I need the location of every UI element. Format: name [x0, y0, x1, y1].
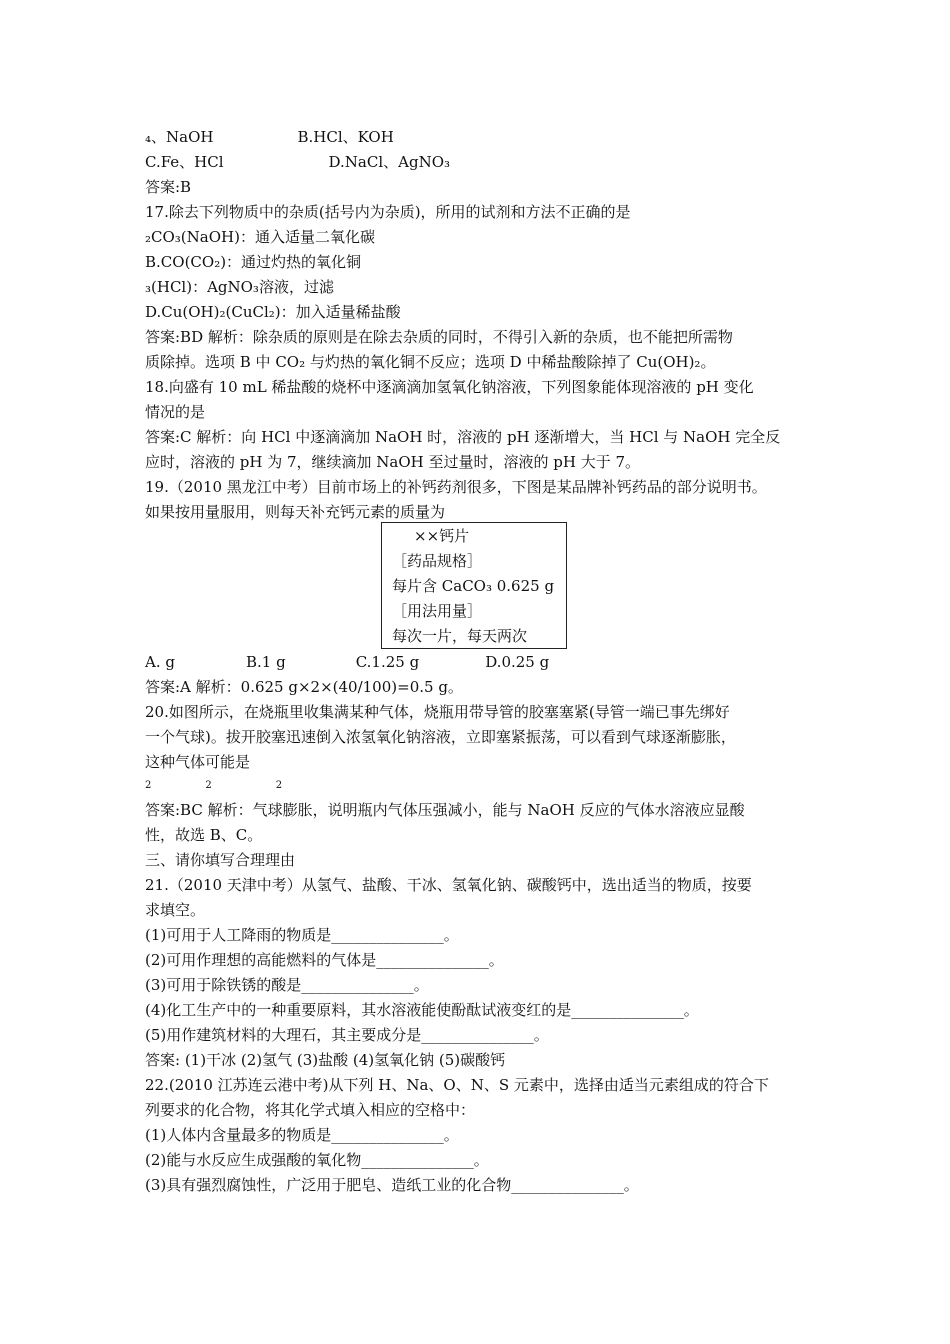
- q21-stem-line1: 21.（2010 天津中考）从氢气、盐酸、干冰、氢氧化钠、碳酸钙中，选出适当的物质，按要: [145, 876, 752, 894]
- q16-option-c: C.Fe、HCl: [145, 153, 224, 171]
- box-spec: 每片含 CaCO₃ 0.625 g: [392, 577, 555, 595]
- q16-options-cd: [145, 152, 450, 172]
- q22-item-3: (3)具有强烈腐蚀性，广泛用于肥皂、造纸工业的化合物_______________。: [145, 1176, 639, 1194]
- q18-stem-line2: 情况的是: [145, 403, 206, 421]
- q19-option-b: B.1 g: [245, 653, 286, 671]
- q20-frag-3: 2: [275, 780, 283, 791]
- q21-item-4: (4)化工生产中的一种重要原料，其水溶液能使酚酞试液变红的是_______________。: [145, 1001, 699, 1019]
- q20-stem-line2: 一个气球)。拔开胶塞迅速倒入浓氢氧化钠溶液，立即塞紧振荡，可以看到气球逐渐膨胀，: [145, 728, 736, 746]
- q19-answer: 答案:A 解析：0.625 g×2×(40/100)=0.5 g。: [145, 678, 463, 696]
- q17-option-a: ₂CO₃(NaOH)：通入适量二氧化碳: [145, 228, 375, 246]
- q22-stem-line2: 列要求的化合物，将其化学式填入相应的空格中：: [145, 1101, 476, 1119]
- q17-stem: 17.除去下列物质中的杂质(括号内为杂质)，所用的试剂和方法不正确的是: [145, 203, 631, 221]
- q21-stem-line2: 求填空。: [145, 901, 206, 919]
- q16-options-ab: [145, 127, 394, 147]
- q16-option-d: D.NaCl、AgNO₃: [328, 153, 451, 171]
- q18-answer-line1: 答案:C 解析：向 HCl 中逐滴滴加 NaOH 时，溶液的 pH 逐渐增大，当 HCl 与 NaOH 完全反: [145, 428, 781, 446]
- q20-frag-2: 2: [205, 780, 212, 791]
- q20-stem-line3: 这种气体可能是: [145, 753, 251, 771]
- q20-frag-1: 2: [145, 780, 152, 791]
- q21-item-3: (3)可用于除铁锈的酸是_______________。: [145, 976, 429, 994]
- q20-stem-line1: 20.如图所示，在烧瓶里收集满某种气体，烧瓶用带导管的胶塞塞紧(导管一端已事先绑好: [145, 703, 730, 721]
- box-spec-heading: ［药品规格］: [392, 552, 483, 570]
- q20-option-fragments: [145, 780, 282, 792]
- q21-item-2: (2)可用作理想的高能燃料的气体是_______________。: [145, 951, 504, 969]
- q19-stem-line1: 19.（2010 黑龙江中考）目前市场上的补钙药剂很多，下图是某品牌补钙药品的部分说明书。: [145, 478, 767, 496]
- q20-answer-line1: 答案:BC 解析：气球膨胀，说明瓶内气体压强减小，能与 NaOH 反应的气体水溶液应显酸: [145, 801, 745, 819]
- q18-answer-line2: 应时，溶液的 pH 为 7，继续滴加 NaOH 至过量时，溶液的 pH 大于 7。: [145, 453, 641, 471]
- q21-answer: 答案: (1)干冰 (2)氢气 (3)盐酸 (4)氢氧化钠 (5)碳酸钙: [145, 1051, 506, 1069]
- q19-options: [145, 652, 549, 672]
- box-usage: 每次一片，每天两次: [392, 627, 528, 645]
- box-title: ××钙片: [414, 527, 470, 545]
- q16-option-a: ₄、NaOH: [145, 128, 214, 146]
- q16-answer: 答案:B: [145, 178, 192, 196]
- q17-answer-line2: 质除掉。选项 B 中 CO₂ 与灼热的氧化铜不反应；选项 D 中稀盐酸除掉了 Cu(OH)₂。: [145, 353, 716, 371]
- q19-option-a: A. g: [145, 653, 175, 671]
- section3-title: 三、请你填写合理理由: [145, 851, 296, 869]
- q20-answer-line2: 性，故选 B、C。: [145, 826, 263, 844]
- q22-item-1: (1)人体内含量最多的物质是_______________。: [145, 1126, 459, 1144]
- q19-stem-line2: 如果按用量服用，则每天补充钙元素的质量为: [145, 503, 446, 521]
- q21-item-5: (5)用作建筑材料的大理石，其主要成分是_______________。: [145, 1026, 549, 1044]
- q17-answer-line1: 答案:BD 解析：除杂质的原则是在除去杂质的同时，不得引入新的杂质，也不能把所需物: [145, 328, 733, 346]
- q17-option-d: D.Cu(OH)₂(CuCl₂)：加入适量稀盐酸: [145, 303, 401, 321]
- q19-option-d: D.0.25 g: [485, 653, 550, 671]
- q22-item-2: (2)能与水反应生成强酸的氧化物_______________。: [145, 1151, 489, 1169]
- medicine-label-box: [381, 522, 567, 649]
- q17-option-b: B.CO(CO₂)：通过灼热的氧化铜: [145, 253, 362, 271]
- q19-option-c: C.1.25 g: [355, 653, 420, 671]
- q18-stem-line1: 18.向盛有 10 mL 稀盐酸的烧杯中逐滴滴加氢氧化钠溶液，下列图象能体现溶液的 pH 变化: [145, 378, 754, 396]
- box-usage-heading: ［用法用量］: [392, 602, 483, 620]
- q16-option-b: B.HCl、KOH: [297, 128, 394, 146]
- q17-option-c: ₃(HCl)：AgNO₃溶液，过滤: [145, 278, 334, 296]
- q21-item-1: (1)可用于人工降雨的物质是_______________。: [145, 926, 459, 944]
- q22-stem-line1: 22.(2010 江苏连云港中考)从下列 H、Na、O、N、S 元素中，选择由适当元素组成的符合下: [145, 1076, 769, 1094]
